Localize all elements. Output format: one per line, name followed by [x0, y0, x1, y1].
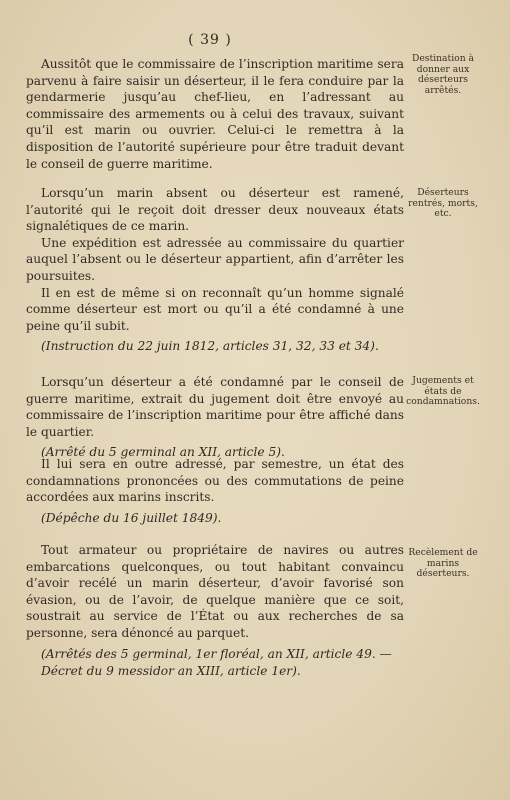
paragraph: Lorsqu’un déserteur a été condamné par le conseil de guerre maritime, extrait du jugement doit être envoyé au commissaire de l’inscription maritime pour être affiché dans le quartier.: [26, 375, 404, 439]
section-deserter-returned: [26, 185, 404, 355]
paragraph: Tout armateur ou propriétaire de navires ou autres embarcations quelconques, ou tout habitant convaincu d’avoir recélé un marin déserteur, d’avoir favorisé son évasion, ou de l’avoir, de quelque manière que ce soit, soustrait au service de l’État ou aux recherches de sa personne, sera dénoncé au parquet.: [26, 543, 404, 640]
section-deserter-arrest: [26, 56, 404, 172]
citation: (Instruction du 22 juin 1812, articles 31, 32, 33 et 34).: [41, 339, 379, 354]
margin-note-judgments: Jugements et états de condamnations.: [406, 375, 480, 408]
paragraph: Il en est de même si on reconnaît qu’un homme signalé comme déserteur est mort ou qu’il a été condamné à une peine qu’il subit.: [26, 285, 404, 333]
paragraph: Aussitôt que le commissaire de l’inscription maritime sera parvenu à faire saisir un déserteur, il le fera conduire par la gendarmerie jusqu’au chef-lieu, en l’adressant au commissaire des armements ou à celui des travaux, suivant qu’il est marin ou ouvrier. Celui-ci le remettra à la disposition de l’autorité supérieure pour être traduit devant le conseil de guerre maritime.: [26, 57, 404, 171]
citation: (Dépêche du 16 juillet 1849).: [41, 510, 222, 525]
section-judgments: [26, 374, 404, 461]
citation: (Arrêtés des 5 germinal, 1er floréal, an XII, article 49. — Décret du 9 messidor an XIII, article 1er).: [41, 646, 392, 678]
paragraph: Il lui sera en outre adressé, par semestre, un état des condamnations prononcées ou des commutations de peine accordées aux marins inscrits.: [26, 457, 404, 505]
paragraph: Lorsqu’un marin absent ou déserteur est ramené, l’autorité qui le reçoit doit dresser deux nouveaux états signalétiques de ce marin.: [26, 186, 404, 234]
margin-note-destination: Destination à donner aux déserteurs arrêtés.: [411, 53, 475, 96]
margin-note-returned: Déserteurs rentrés, morts, etc.: [408, 187, 478, 220]
section-semester-report: [26, 456, 404, 527]
citation: (Arrêté du 5 germinal an XII, article 5).: [41, 445, 285, 460]
margin-note-harboring: Recèlement de marins déserteurs.: [408, 547, 478, 580]
page-number: ( 39 ): [188, 32, 232, 48]
section-harboring: [26, 542, 404, 680]
paragraph: Une expédition est adressée au commissaire du quartier auquel l’absent ou le déserteur appartient, afin d’arrêter les poursuites.: [26, 235, 404, 283]
